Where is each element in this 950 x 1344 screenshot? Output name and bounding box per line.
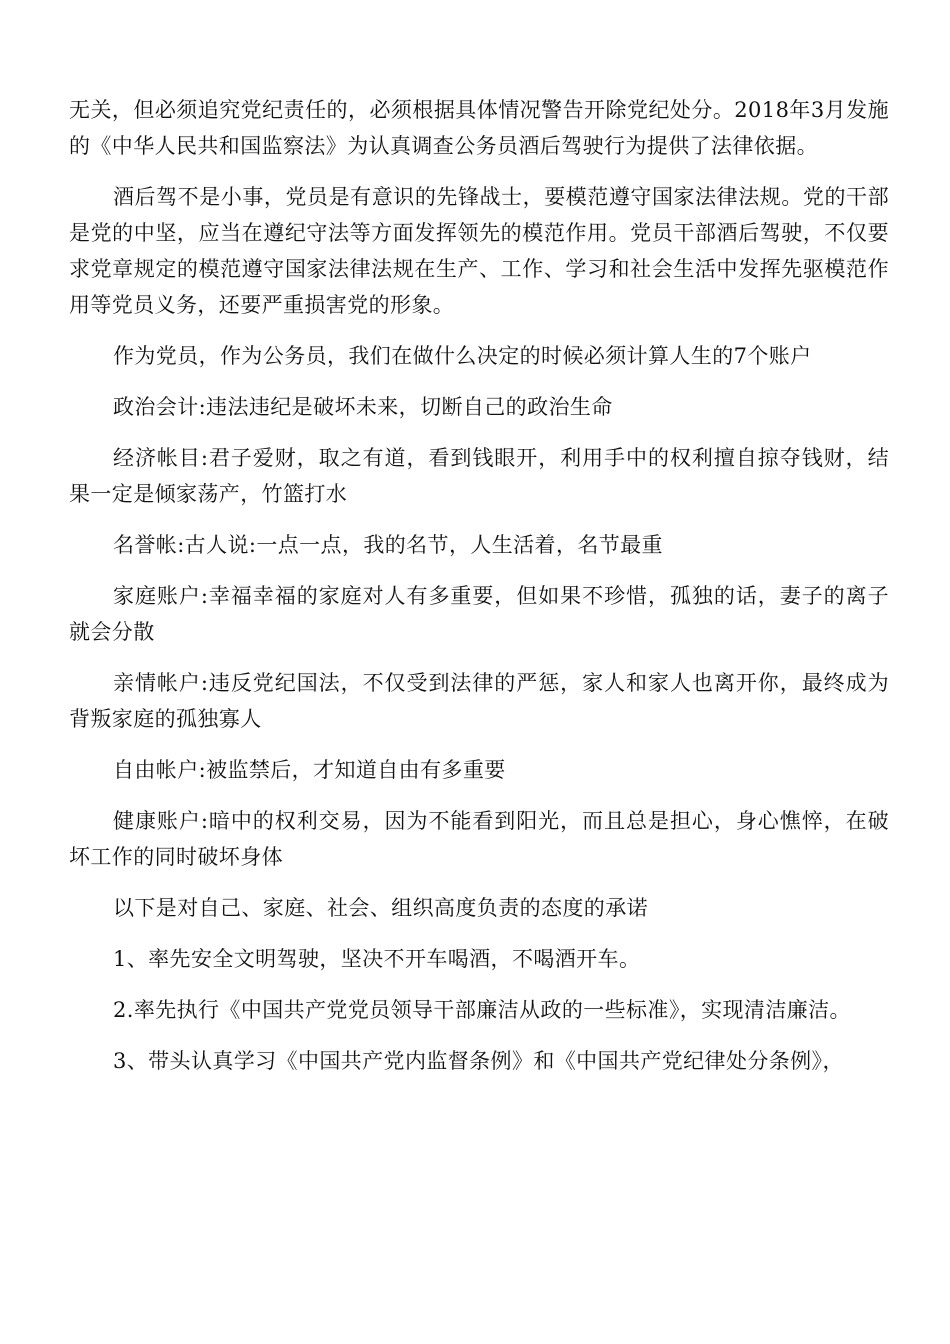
paragraph-health-account: 健康账户:暗中的权利交易，因为不能看到阳光，而且总是担心，身心憔悴，在破坏工作的同时破坏身体 (69, 809, 889, 869)
document-body (69, 92, 889, 1094)
list-item-commitment-1: 1、率先安全文明驾驶，坚决不开车喝酒，不喝酒开车。 (113, 947, 641, 971)
paragraph-drunk-driving: 酒后驾不是小事，党员是有意识的先锋战士，要模范遵守国家法律法规。党的干部是党的中坚，应当在遵纪守法等方面发挥领先的模范作用。党员干部酒后驾驶，不仅要求党章规定的模范遵守国家法律法规在生产、工作、学习和社会生活中发挥先驱模范作用等党员义务，还要严重损害党的形象。 (69, 185, 889, 317)
paragraph-seven-accounts-intro: 作为党员，作为公务员，我们在做什么决定的时候必须计算人生的7个账户 (113, 344, 812, 368)
list-item-commitment-2: 2.率先执行《中国共产党党员领导干部廉洁从政的一些标准》，实现清洁廉洁。 (113, 998, 851, 1022)
paragraph-economic-account: 经济帐目:君子爱财，取之有道，看到钱眼开，利用手中的权利擅自掠夺钱财，结果一定是倾家荡产，竹篮打水 (69, 446, 889, 506)
paragraph-reputation-account: 名誉帐:古人说:一点一点，我的名节，人生活着，名节最重 (113, 533, 663, 557)
paragraph-continuation: 无关，但必须追究党纪责任的，必须根据具体情况警告开除党纪处分。2018年3月发施的《中华人民共和国监察法》为认真调查公务员酒后驾驶行为提供了法律依据。 (69, 98, 889, 158)
paragraph-commitment-intro: 以下是对自己、家庭、社会、组织高度负责的态度的承诺 (113, 896, 648, 920)
paragraph-freedom-account: 自由帐户:被监禁后，才知道自由有多重要 (113, 758, 506, 782)
list-item-commitment-3: 3、带头认真学习《中国共产党内监督条例》和《中国共产党纪律处分条例》， (113, 1049, 844, 1073)
paragraph-kinship-account: 亲情帐户:违反党纪国法，不仅受到法律的严惩，家人和家人也离开你，最终成为背叛家庭的孤独寡人 (69, 671, 889, 731)
paragraph-family-account: 家庭账户:幸福幸福的家庭对人有多重要，但如果不珍惜，孤独的话，妻子的离子就会分散 (69, 584, 889, 644)
paragraph-political-account: 政治会计:违法违纪是破坏未来，切断自己的政治生命 (113, 395, 613, 419)
